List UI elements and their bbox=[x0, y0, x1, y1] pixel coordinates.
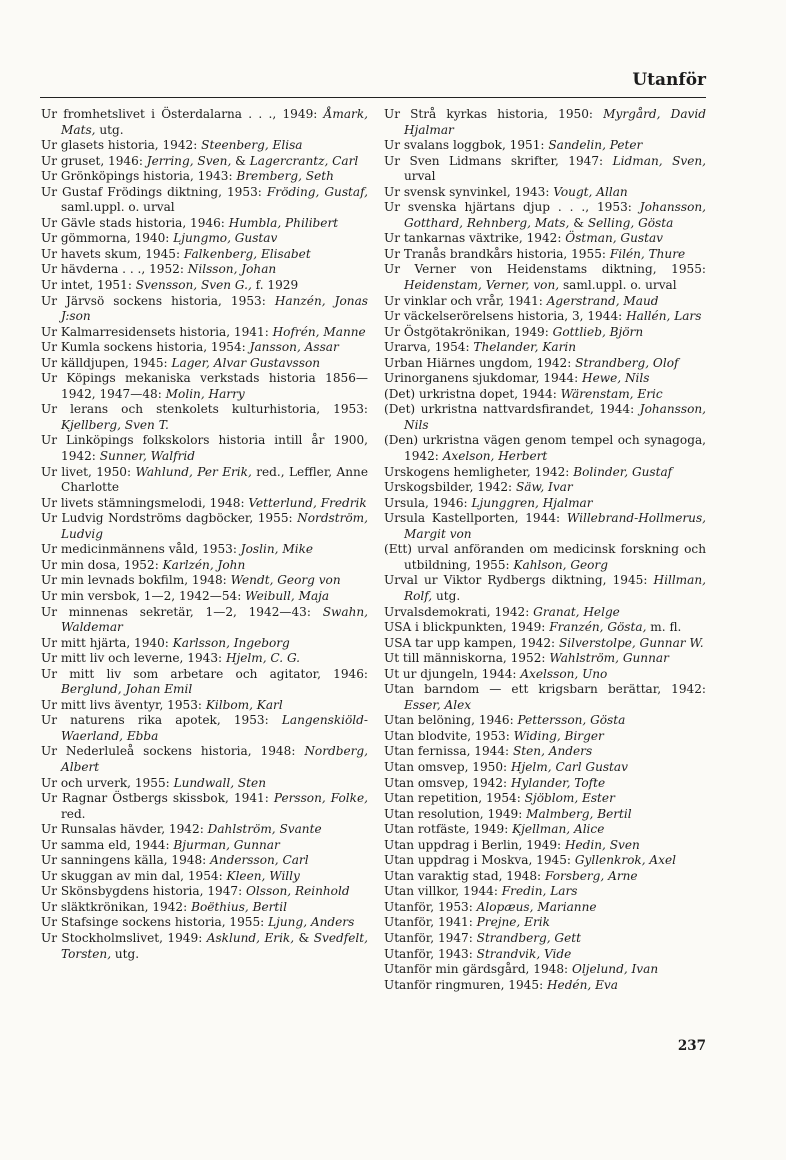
entry-text: Ur gruset, 1946: bbox=[41, 153, 147, 168]
index-entry bbox=[384, 247, 706, 263]
entry-author: Lidman, Sven, bbox=[612, 153, 706, 168]
entry-text: Urskogsbilder, 1942: bbox=[384, 480, 516, 495]
entry-text: Utan varaktig stad, 1948: bbox=[384, 868, 545, 883]
entry-author: Malmberg, Bertil bbox=[526, 806, 632, 821]
index-entry bbox=[384, 869, 706, 885]
entry-text: Utan villkor, 1944: bbox=[384, 884, 502, 899]
index-entry bbox=[384, 340, 706, 356]
index-entry bbox=[384, 978, 706, 994]
index-entry bbox=[384, 200, 706, 231]
entry-author: Agerstrand, Maud bbox=[546, 293, 659, 308]
entry-text: Utan repetition, 1954: bbox=[384, 791, 525, 806]
entry-author: Wahlström, Gunnar bbox=[549, 651, 669, 666]
index-entry bbox=[384, 962, 706, 978]
index-entry bbox=[384, 822, 706, 838]
entry-text: Ur källdjupen, 1945: bbox=[41, 355, 172, 370]
entry-text: Ur Kalmarresidensets historia, 1941: bbox=[41, 324, 273, 339]
entry-text: Ur svalans loggbok, 1951: bbox=[384, 138, 549, 153]
entry-author: Kleen, Willy bbox=[226, 868, 300, 883]
entry-text: Ur min dosa, 1952: bbox=[41, 557, 163, 572]
entry-author: Ljungmo, Gustav bbox=[173, 231, 278, 246]
entry-author: Hedin, Sven bbox=[564, 837, 640, 852]
entry-author: Kjellberg, Sven T. bbox=[61, 417, 169, 432]
entry-text: Ur tankarnas växtrike, 1942: bbox=[384, 231, 566, 246]
entry-text: Utan resolution, 1949: bbox=[384, 806, 527, 821]
index-entry bbox=[41, 667, 368, 698]
entry-author: Nordberg, Albert bbox=[61, 744, 368, 774]
entry-author: Sunner, Walfrid bbox=[99, 449, 195, 464]
entry-text: Ur Strå kyrkas historia, 1950: bbox=[384, 107, 604, 121]
index-entry bbox=[41, 698, 368, 714]
entry-text: Ur svenska hjärtans djup . . ., 1953: bbox=[384, 200, 640, 215]
entry-author: Axelsson, Uno bbox=[520, 666, 608, 681]
entry-text: Ut ur djungeln, 1944: bbox=[384, 666, 521, 681]
index-entry bbox=[41, 138, 368, 154]
entry-text: & bbox=[231, 153, 250, 168]
entry-author: Johansson, Nils bbox=[404, 402, 706, 432]
entry-author: Karlsson, Ingeborg bbox=[172, 635, 290, 650]
entry-text: (Den) urkristna vägen genom tempel och synagoga, 1942: bbox=[384, 433, 706, 464]
entry-text: Ur hävderna . . ., 1952: bbox=[41, 262, 188, 277]
entry-text: red., Leffler, Anne Charlotte bbox=[61, 464, 368, 495]
entry-author: Hanzén, Jonas J:son bbox=[61, 293, 369, 324]
entry-author: Forsberg, Arne bbox=[544, 868, 638, 883]
entry-author: Kilbom, Karl bbox=[205, 697, 283, 712]
entry-text: f. 1929 bbox=[251, 278, 299, 293]
entry-author: Bremberg, Seth bbox=[236, 169, 334, 184]
index-entry bbox=[384, 356, 706, 372]
entry-text: Ur minnenas sekretär, 1—2, 1942—43: bbox=[41, 604, 323, 619]
entry-text: Utanför, 1941: bbox=[384, 915, 477, 930]
index-entry bbox=[384, 480, 706, 496]
right-column bbox=[384, 107, 706, 993]
entry-text: Ur skuggan av min dal, 1954: bbox=[41, 868, 227, 883]
entry-text: Ur svensk synvinkel, 1943: bbox=[384, 184, 554, 199]
entry-text: Ur mitt livs äventyr, 1953: bbox=[41, 697, 206, 712]
entry-author: Gyllenkrok, Axel bbox=[574, 853, 676, 868]
index-entry bbox=[384, 496, 706, 512]
entry-author: Hylander, Tofte bbox=[510, 775, 606, 790]
index-entry bbox=[384, 262, 706, 293]
entry-text: & bbox=[294, 930, 314, 945]
entry-text: Ur mitt liv och leverne, 1943: bbox=[41, 651, 226, 666]
entry-text: Ur naturens rika apotek, 1953: bbox=[41, 713, 282, 728]
entry-text: Ur havets skum, 1945: bbox=[41, 246, 184, 261]
entry-text: Ur Kumla sockens historia, 1954: bbox=[41, 340, 250, 355]
entry-text: Ur Linköpings folkskolors historia intill år 1900, 1942: bbox=[41, 433, 368, 464]
index-entry bbox=[384, 947, 706, 963]
entry-text: Ur mitt hjärta, 1940: bbox=[41, 635, 173, 650]
entry-author: Johansson, Gotthard, bbox=[404, 200, 706, 230]
entry-author: Olsson, Reinhold bbox=[246, 884, 350, 899]
index-entry bbox=[41, 371, 368, 402]
entry-text: Ur Nederluleå sockens historia, 1948: bbox=[41, 744, 305, 759]
index-entry bbox=[384, 776, 706, 792]
index-entry bbox=[41, 589, 368, 605]
entry-text: Utanför, 1953: bbox=[384, 899, 477, 914]
entry-text: Utan uppdrag i Moskva, 1945: bbox=[384, 853, 575, 868]
entry-text: Ur sanningens källa, 1948: bbox=[41, 853, 211, 868]
entry-author: Langenskiöld-Waerland, Ebba bbox=[61, 713, 368, 743]
entry-text: Ur min versbok, 1—2, 1942—54: bbox=[41, 588, 246, 603]
entry-author: Bolinder, Gustaf bbox=[573, 464, 673, 479]
index-entry bbox=[384, 853, 706, 869]
index-entry bbox=[41, 511, 368, 542]
entry-author: Andersson, Carl bbox=[210, 853, 309, 868]
index-entry bbox=[41, 636, 368, 652]
entry-text: Utan blodvite, 1953: bbox=[384, 728, 514, 743]
entry-author: Molin, Harry bbox=[165, 386, 245, 401]
entry-text: Ur Ludvig Nordströms dagböcker, 1955: bbox=[41, 511, 298, 526]
running-header: Utanför bbox=[632, 70, 706, 90]
entry-text: Ur vinklar och vrår, 1941: bbox=[384, 293, 547, 308]
entry-text: Ur Skönsbygdens historia, 1947: bbox=[41, 884, 247, 899]
entry-author: Ljunggren, Hjalmar bbox=[471, 495, 593, 510]
entry-author: Hewe, Nils bbox=[582, 371, 650, 386]
entry-text: Ur Järvsö sockens historia, 1953: bbox=[41, 293, 275, 308]
entry-text: Ur Stockholmslivet, 1949: bbox=[41, 930, 207, 945]
entry-author: Selling, Gösta bbox=[587, 215, 674, 230]
entry-text: Ut till människorna, 1952: bbox=[384, 651, 550, 666]
index-entry bbox=[41, 325, 368, 341]
entry-author: Lundwall, Sten bbox=[173, 775, 266, 790]
index-entry bbox=[384, 667, 706, 683]
index-entry bbox=[41, 542, 368, 558]
entry-author: Humbla, Philibert bbox=[228, 215, 339, 230]
entry-author: Sandelin, Peter bbox=[548, 138, 643, 153]
entry-author: Rehnberg, Mats, bbox=[466, 215, 570, 230]
entry-text: red. bbox=[61, 806, 86, 821]
entry-text: Ur livets stämningsmelodi, 1948: bbox=[41, 495, 249, 510]
entry-author: Filén, Thure bbox=[609, 246, 686, 261]
entry-text: Utan barndom — ett krigsbarn berättar, 1942: bbox=[384, 682, 706, 697]
index-entry bbox=[41, 791, 368, 822]
index-entry bbox=[384, 605, 706, 621]
entry-author: Dahlström, Svante bbox=[207, 822, 322, 837]
index-entry bbox=[384, 807, 706, 823]
entry-text: Ur Grönköpings historia, 1943: bbox=[41, 169, 237, 184]
index-entry bbox=[41, 558, 368, 574]
entry-text: Ursula, 1946: bbox=[384, 495, 472, 510]
index-entry bbox=[384, 620, 706, 636]
index-entry bbox=[41, 822, 368, 838]
entry-author: Östman, Gustav bbox=[565, 231, 663, 246]
entry-author: Strandberg, Olof bbox=[575, 355, 679, 370]
entry-text: (Det) urkristna dopet, 1944: bbox=[384, 386, 561, 401]
index-entry bbox=[41, 853, 368, 869]
entry-author: Heidenstam, Verner, von, bbox=[404, 278, 560, 293]
index-entry bbox=[41, 744, 368, 775]
entry-author: Lagercrantz, Carl bbox=[249, 153, 359, 168]
entry-author: Wendt, Georg von bbox=[230, 573, 341, 588]
entry-author: Hjelm, C. G. bbox=[225, 651, 301, 666]
index-entry bbox=[41, 900, 368, 916]
entry-text: USA tar upp kampen, 1942: bbox=[384, 635, 559, 650]
entry-author: Nilsson, Johan bbox=[187, 262, 277, 277]
index-entry bbox=[384, 651, 706, 667]
index-entry bbox=[41, 185, 368, 216]
entry-author: Widing, Birger bbox=[513, 728, 604, 743]
entry-text: utg. bbox=[95, 122, 124, 137]
index-entry bbox=[384, 294, 706, 310]
entry-text: Ur intet, 1951: bbox=[41, 278, 136, 293]
entry-author: Vougt, Allan bbox=[553, 184, 628, 199]
entry-author: Silverstolpe, Gunnar W. bbox=[558, 635, 704, 650]
entry-text: Ur Ragnar Östbergs skissbok, 1941: bbox=[41, 791, 274, 806]
index-entry bbox=[384, 884, 706, 900]
index-entry bbox=[41, 573, 368, 589]
entry-author: Pettersson, Gösta bbox=[517, 713, 626, 728]
entry-text: Ur Verner von Heidenstams diktning, 1955: bbox=[384, 262, 706, 277]
index-entry bbox=[41, 340, 368, 356]
index-entry bbox=[384, 138, 706, 154]
index-entry bbox=[384, 231, 706, 247]
entry-author: Granat, Helge bbox=[533, 604, 620, 619]
entry-text: utg. bbox=[111, 946, 140, 961]
entry-text: Ur Stafsinge sockens historia, 1955: bbox=[41, 915, 269, 930]
entry-author: Sten, Anders bbox=[512, 744, 593, 759]
entry-text: Ursula Kastellporten, 1944: bbox=[384, 511, 567, 526]
entry-text: Ur medicinmännens våld, 1953: bbox=[41, 542, 241, 557]
index-entry bbox=[41, 496, 368, 512]
index-entry bbox=[41, 605, 368, 636]
entry-author: Joslin, Mike bbox=[240, 542, 314, 557]
entry-text: Urinorganens sjukdomar, 1944: bbox=[384, 371, 583, 386]
entry-author: Gottlieb, Björn bbox=[552, 324, 644, 339]
entry-author: Sjöblom, Ester bbox=[524, 791, 615, 806]
entry-author: Thelander, Karin bbox=[473, 340, 577, 355]
entry-text: Ur lerans och stenkolets kulturhistoria, 1953: bbox=[41, 402, 368, 417]
entry-text: Ur mitt liv som arbetare och agitator, 1946: bbox=[41, 666, 368, 681]
entry-author: Nordström, Ludvig bbox=[61, 511, 368, 541]
entry-text: Ur Runsalas hävder, 1942: bbox=[41, 822, 208, 837]
index-entry bbox=[41, 356, 368, 372]
index-entry bbox=[41, 262, 368, 278]
index-entry bbox=[41, 651, 368, 667]
index-entry bbox=[41, 247, 368, 263]
entry-author: Strandberg, Gett bbox=[476, 930, 581, 945]
entry-author: Asklund, Erik, bbox=[206, 930, 295, 945]
index-entry bbox=[41, 869, 368, 885]
index-entry bbox=[384, 542, 706, 573]
entry-author: Hedén, Eva bbox=[546, 977, 618, 992]
entry-text: saml.uppl. o. urval bbox=[61, 200, 175, 215]
entry-author: Prejne, Erik bbox=[476, 915, 550, 930]
index-entry bbox=[41, 915, 368, 931]
index-entry bbox=[41, 169, 368, 185]
entry-text: Urban Hiärnes ungdom, 1942: bbox=[384, 355, 576, 370]
index-entry bbox=[41, 433, 368, 464]
entry-text: (Det) urkristna nattvardsfirandet, 1944: bbox=[384, 402, 640, 417]
entry-text: Utanför min gärdsgård, 1948: bbox=[384, 962, 572, 977]
entry-author: Jerring, Sven, bbox=[146, 153, 232, 168]
entry-author: Vetterlund, Fredrik bbox=[248, 495, 367, 510]
index-entry bbox=[384, 465, 706, 481]
entry-author: Falkenberg, Elisabet bbox=[183, 246, 311, 261]
page-number: 237 bbox=[677, 1038, 706, 1054]
entry-text: Utanför ringmuren, 1945: bbox=[384, 977, 547, 992]
entry-author: Åmark, Mats, bbox=[61, 107, 368, 137]
entry-author: Willebrand-Hollmerus, Margit von bbox=[404, 511, 706, 541]
entry-author: Ljung, Anders bbox=[268, 915, 355, 930]
entry-text: Ur väckelserörelsens historia, 3, 1944: bbox=[384, 309, 627, 324]
index-entry bbox=[384, 371, 706, 387]
entry-text: Utan fernissa, 1944: bbox=[384, 744, 513, 759]
entry-author: Wahlund, Per Erik, bbox=[135, 464, 252, 479]
entry-text: Utanför, 1943: bbox=[384, 946, 477, 961]
entry-text: Urarva, 1954: bbox=[384, 340, 474, 355]
entry-text: Ur Gustaf Frödings diktning, 1953: bbox=[41, 184, 267, 199]
index-entry bbox=[384, 573, 706, 604]
index-entry bbox=[41, 713, 368, 744]
entry-text: USA i blickpunkten, 1949: bbox=[384, 620, 550, 635]
entry-author: Karlzén, John bbox=[162, 557, 246, 572]
index-entry bbox=[384, 107, 706, 138]
index-entry bbox=[41, 294, 368, 325]
entry-text: m. fl. bbox=[646, 620, 682, 635]
entry-text: Ur Gävle stads historia, 1946: bbox=[41, 215, 229, 230]
index-entry bbox=[384, 636, 706, 652]
index-entry bbox=[384, 791, 706, 807]
entry-text: Ur Tranås brandkårs historia, 1955: bbox=[384, 246, 610, 261]
entry-author: Kahlson, Georg bbox=[513, 557, 608, 572]
entry-text: Ur Köpings mekaniska verkstads historia 1856—1942, 1947—48: bbox=[41, 371, 368, 401]
entry-author: Myrgård, David Hjalmar bbox=[404, 107, 706, 137]
entry-text: Utan uppdrag i Berlin, 1949: bbox=[384, 837, 565, 852]
index-entry bbox=[41, 931, 368, 962]
index-entry bbox=[41, 216, 368, 232]
entry-text: Urval ur Viktor Rydbergs diktning, 1945: bbox=[384, 573, 654, 588]
index-entry bbox=[384, 931, 706, 947]
index-entry bbox=[384, 744, 706, 760]
index-entry bbox=[384, 838, 706, 854]
entry-text: Utanför, 1947: bbox=[384, 930, 477, 945]
index-entry bbox=[384, 433, 706, 464]
entry-author: Jansson, Assar bbox=[249, 340, 339, 355]
entry-author: Franzén, Gösta, bbox=[549, 620, 647, 635]
entry-text: Ur glasets historia, 1942: bbox=[41, 138, 202, 153]
entry-text: Ur Sven Lidmans skrifter, 1947: bbox=[384, 153, 613, 168]
entry-text: Urskogens hemligheter, 1942: bbox=[384, 464, 574, 479]
entry-author: Lager, Alvar Gustavsson bbox=[171, 355, 321, 370]
entry-text: saml.uppl. o. urval bbox=[559, 278, 677, 293]
index-entry bbox=[384, 900, 706, 916]
index-entry bbox=[41, 154, 368, 170]
entry-author: Fredin, Lars bbox=[501, 884, 578, 899]
entry-author: Hallén, Lars bbox=[626, 309, 702, 324]
index-entry bbox=[41, 107, 368, 138]
index-entry bbox=[384, 185, 706, 201]
entry-text: Ur fromhetslivet i Österdalarna . . ., 1949: bbox=[41, 107, 324, 121]
entry-author: Oljelund, Ivan bbox=[571, 962, 659, 977]
index-entry bbox=[41, 402, 368, 433]
entry-author: Swahn, Waldemar bbox=[61, 604, 368, 635]
entry-text: Utan omsvep, 1942: bbox=[384, 775, 511, 790]
entry-author: Esser, Alex bbox=[404, 697, 472, 712]
index-entry bbox=[41, 231, 368, 247]
index-entry bbox=[384, 729, 706, 745]
entry-author: Kjellman, Alice bbox=[512, 822, 605, 837]
index-entry bbox=[41, 278, 368, 294]
entry-author: Axelson, Herbert bbox=[442, 449, 548, 464]
index-entry bbox=[41, 884, 368, 900]
index-entry bbox=[384, 713, 706, 729]
entry-author: Säw, Ivar bbox=[515, 480, 573, 495]
header-rule bbox=[40, 97, 706, 98]
index-entry bbox=[41, 465, 368, 496]
entry-text: Ur gömmorna, 1940: bbox=[41, 231, 174, 246]
entry-author: Berglund, Johan Emil bbox=[61, 682, 193, 697]
index-entry bbox=[384, 511, 706, 542]
entry-text: Ur och urverk, 1955: bbox=[41, 775, 174, 790]
entry-text: & bbox=[569, 215, 588, 230]
index-entry bbox=[41, 838, 368, 854]
index-entry bbox=[384, 154, 706, 185]
entry-text: Urvalsdemokrati, 1942: bbox=[384, 604, 534, 619]
index-entry bbox=[384, 682, 706, 713]
entry-text: (Ett) urval anföranden om medicinsk forskning och utbildning, 1955: bbox=[384, 542, 706, 572]
entry-author: Steenberg, Elisa bbox=[201, 138, 303, 153]
entry-text: utg. bbox=[432, 588, 461, 603]
index-entry bbox=[384, 387, 706, 403]
index-entry bbox=[384, 402, 706, 433]
entry-text: urval bbox=[404, 169, 436, 184]
index-entry bbox=[384, 915, 706, 931]
index-entry bbox=[41, 776, 368, 792]
entry-author: Svedfelt, Torsten, bbox=[61, 930, 368, 961]
entry-author: Boëthius, Bertil bbox=[191, 899, 288, 914]
index-entry bbox=[384, 309, 706, 325]
entry-text: Utan belöning, 1946: bbox=[384, 713, 518, 728]
index-entry bbox=[384, 760, 706, 776]
entry-author: Wärenstam, Eric bbox=[560, 386, 663, 401]
entry-text: Ur min levnads bokfilm, 1948: bbox=[41, 573, 231, 588]
entry-author: Strandvik, Vide bbox=[476, 946, 572, 961]
entry-text: Ur Östgötakrönikan, 1949: bbox=[384, 324, 553, 339]
entry-text: Ur livet, 1950: bbox=[41, 464, 136, 479]
entry-author: Weibull, Maja bbox=[245, 588, 330, 603]
entry-author: Hillman, Rolf, bbox=[404, 573, 706, 603]
index-entry bbox=[384, 325, 706, 341]
entry-text: Utan rotfäste, 1949: bbox=[384, 822, 513, 837]
entry-author: Fröding, Gustaf, bbox=[266, 184, 368, 199]
entry-author: Svensson, Sven G., bbox=[135, 278, 252, 293]
entry-author: Persson, Folke, bbox=[273, 791, 368, 806]
entry-author: Bjurman, Gunnar bbox=[173, 837, 280, 852]
entry-author: Alopæus, Marianne bbox=[476, 899, 597, 914]
entry-text: Ur samma eld, 1944: bbox=[41, 837, 174, 852]
entry-author: Hjelm, Carl Gustav bbox=[510, 759, 628, 774]
entry-text: Ur släktkrönikan, 1942: bbox=[41, 899, 192, 914]
entry-author: Hofrén, Manne bbox=[272, 324, 366, 339]
entry-text: Utan omsvep, 1950: bbox=[384, 759, 511, 774]
left-column bbox=[41, 107, 368, 962]
